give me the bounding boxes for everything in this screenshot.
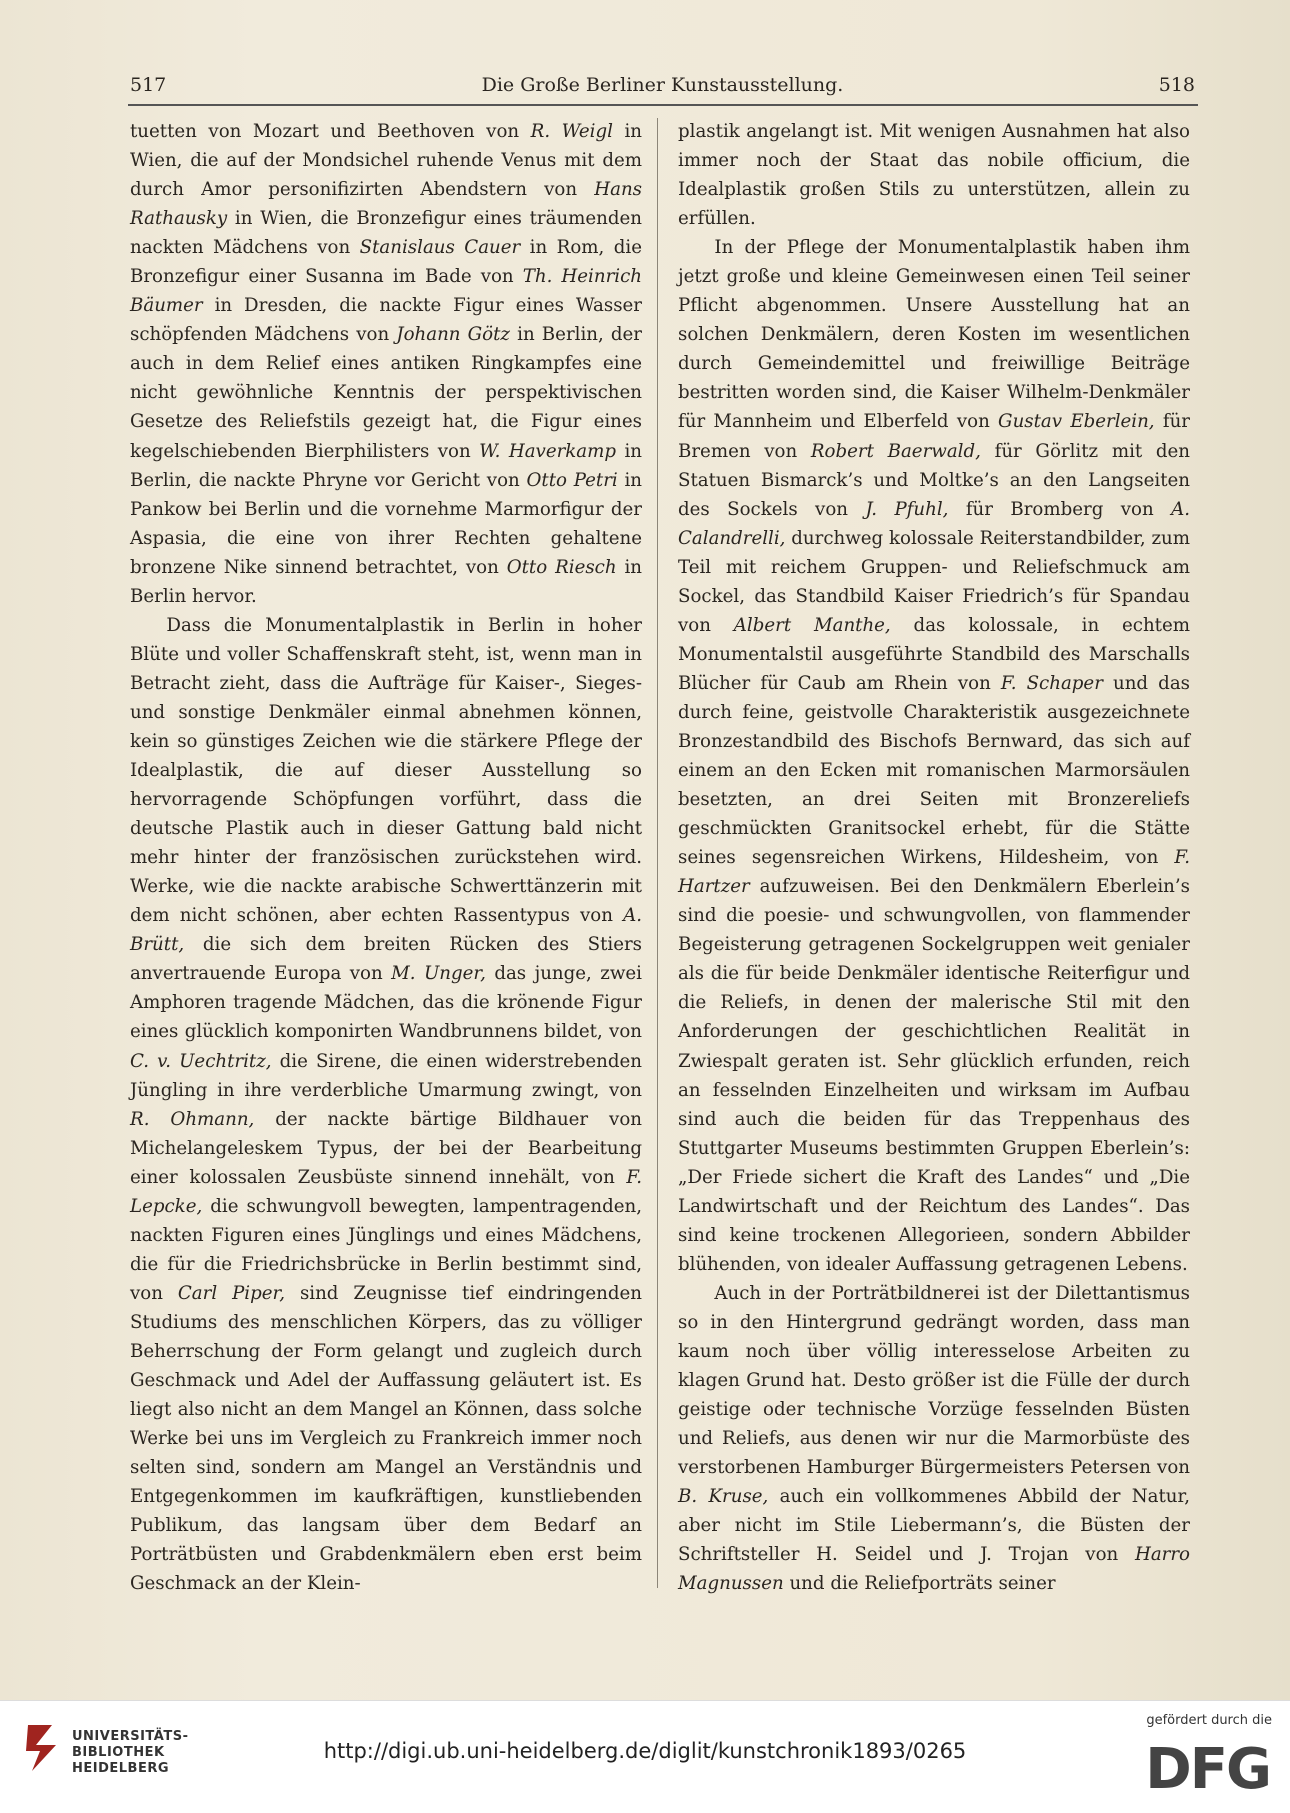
artist-name: F. Lepcke,	[130, 1166, 642, 1217]
artist-name: Stanislaus Cauer	[359, 237, 521, 259]
body-text: tuetten von Mozart und Beethoven von	[130, 121, 531, 142]
body-text: das junge, zwei Amphoren tragende Mädchen, das die krönende Figur eines glücklich komponirten Wandbrunnens bildet, von	[130, 963, 642, 1043]
artist-name: W. Haverkamp	[479, 440, 617, 462]
artist-name: F. Hartzer	[678, 847, 1190, 898]
body-text: in Wien, die auf der Mondsichel ruhende Venus mit dem durch Amor personifizirten Abendstern von	[130, 121, 642, 201]
left-column	[130, 117, 642, 1598]
body-text: die Sirene, die einen widerstrebenden Jüngling in ihre verderbliche Umarmung zwingt, von	[130, 1050, 643, 1101]
footer-bar	[0, 1700, 1290, 1813]
paragraph	[678, 1279, 1190, 1599]
right-column	[678, 117, 1190, 1598]
library-name-line-3: HEIDELBERG	[72, 1761, 170, 1776]
paragraph	[678, 233, 1190, 1279]
body-text: sind Zeugnisse tief eindringenden Studiums des menschlichen Körpers, das zu völliger Beherrschung der Form gelangt und zugleich durch Geschmack und Adel der Auffassung geläutert ist. Es liegt also nicht an dem Mangel an Können, dass solche Werke bei uns im Vergleich zu Frankreich immer noch selten sind, sondern am Mangel an Verständnis und Entgegenkommen im kaufkräftigen, kunstliebenden Publikum, das langsam über dem Bedarf an Porträtbüsten und Grabdenkmälern eben erst beim Geschmack an der Klein-	[130, 1282, 642, 1595]
artist-name: Harro Magnussen	[678, 1544, 1190, 1595]
body-text: In der Pflege der Monumentalplastik haben ihm jetzt große und kleine Gemeinwesen einen Teil seiner Pflicht abgenommen. Unsere Ausstellung hat an solchen Denkmälern, deren Kosten im wesentlichen durch Gemeindemittel und freiwillige Beiträge bestritten worden sind, die Kaiser Wilhelm-Denkmäler für Mannheim und Elberfeld von	[678, 237, 1190, 433]
body-text: in Berlin, die nackte Phryne vor Gericht von	[130, 440, 642, 491]
body-text: in Dresden, die nackte Figur eines Wasser schöpfenden Mädchens von	[130, 295, 642, 346]
body-text: und das durch feine, geistvolle Charakteristik ausgezeichnete Bronzestandbild des Bischofs Bernward, das sich auf einem an den Ecken mit romanischen Marmorsäulen besetzten, an drei Seiten mit Bronzereliefs geschmückten Granitsockel erhebt, für die Stätte seines segensreichen Wirkens, Hildesheim, von	[678, 672, 1190, 869]
artist-name: Otto Petri	[526, 469, 618, 491]
artist-name: Johann Götz	[396, 324, 511, 346]
column-divider	[657, 118, 658, 1588]
header-rule	[128, 104, 1198, 106]
body-text: in Pankow bei Berlin und die vornehme Marmorfigur der Aspasia, die eine von ihrer Rechten gehaltene bronzene Nike sinnend betrachtet, von	[130, 469, 643, 578]
running-header	[130, 70, 1195, 100]
artist-name: B. Kruse,	[678, 1486, 769, 1508]
page-number-right: 518	[1158, 74, 1195, 96]
dfg-logo: DFG	[1145, 1737, 1270, 1802]
artist-name: Hans Rathausky	[130, 179, 642, 230]
body-text: in Wien, die Bronzefigur eines träumenden nackten Mädchens von	[130, 208, 642, 259]
artist-name: M. Unger,	[391, 963, 486, 985]
artist-name: Otto Riesch	[506, 556, 617, 578]
artist-name: R. Ohmann,	[130, 1108, 255, 1130]
paragraph	[130, 117, 642, 611]
artist-name: F. Schaper	[1000, 672, 1103, 694]
artist-name: C. v. Uechtritz,	[130, 1050, 272, 1072]
artist-name: Gustav Eberlein,	[998, 411, 1155, 433]
body-text: durchweg kolossale Reiterstandbilder, zum Teil mit reichem Gruppen- und Reliefschmuck am Sockel, das Standbild Kaiser Friedrich’s für Spandau von	[678, 527, 1190, 636]
funding-note: gefördert durch die	[1146, 1713, 1272, 1728]
artist-name: A. Calandrelli,	[678, 498, 1190, 549]
library-name-line-2: BIBLIOTHEK	[72, 1745, 165, 1760]
body-text: aufzuweisen. Bei den Denkmälern Eberlein’s sind die poesie- und schwungvollen, von flammender Begeisterung getragenen Sockelgruppen weit genialer als die für beide Denkmäler identische Reiterfigur und die Reliefs, in denen der malerische Stil mit den Anforderungen der geschichtlichen Realität in Zwiespalt geraten ist. Sehr glücklich erfunden, reich an fesselnden Einzelheiten und wirksam im Aufbau sind auch die beiden für das Treppenhaus des Stuttgarter Museums bestimmten Gruppen Eberlein’s: „Der Friede sichert die Kraft des Landes“ und „Die Landwirtschaft und der Reichtum des Landes“. Das sind keine trockenen Allegorieen, sondern Abbilder blühenden, von idealer Auffassung getragenen Lebens.	[678, 876, 1190, 1275]
body-text: Auch in der Porträtbildnerei ist der Dilettantismus so in den Hintergrund gedrängt worden, dass man kaum noch über völlig interesselose Arbeiten zu klagen Grund hat. Desto größer ist die Fülle der durch geistige oder technische Vorzüge fesselnden Büsten und Reliefs, aus denen wir nur die Marmorbüste des verstorbenen Hamburger Bürgermeisters Petersen von	[678, 1282, 1190, 1479]
body-text: die schwungvoll bewegten, lampentragenden, nackten Figuren eines Jünglings und eines Mädchens, die für die Friedrichsbrücke in Berlin bestimmt sind, von	[130, 1195, 642, 1304]
artist-name: Robert Baerwald,	[810, 440, 981, 462]
artist-name: A. Brütt,	[130, 905, 642, 956]
artist-name: Albert Manthe,	[733, 614, 891, 636]
body-text: und die Reliefporträts seiner	[783, 1573, 1056, 1595]
artist-name: J. Pfuhl,	[865, 498, 949, 520]
body-text: in Berlin, der auch in dem Relief eines antiken Ringkampfes eine nicht gewöhnliche Kenntnis der perspektivischen Gesetze des Reliefstils gezeigt hat, die Figur eines kegelschiebenden Bierphilisters von	[130, 324, 642, 462]
body-text: Dass die Monumentalplastik in Berlin in hoher Blüte und voller Schaffenskraft steht, ist, wenn man in Betracht zieht, dass die Aufträge für Kaiser-, Sieges- und sonstige Denkmäler einmal abnehmen können, kein so günstiges Zeichen wie die stärkere Pflege der Idealplastik, die auf dieser Ausstellung so hervorragende Schöpfungen vorführt, dass die deutsche Plastik auch in dieser Gattung bald nicht mehr hinter der französischen zurückstehen wird. Werke, wie die nackte arabische Schwerttänzerin mit dem nicht schönen, aber echten Rassentypus von	[130, 614, 642, 927]
body-text: auch ein vollkommenes Abbild der Natur, aber nicht im Stile Liebermann’s, die Büsten der Schriftsteller H. Seidel und J. Trojan von	[678, 1486, 1190, 1566]
page-number-left: 517	[130, 74, 167, 96]
permalink-url[interactable]: http://digi.ub.uni-heidelberg.de/diglit/kunstchronik1893/0265	[323, 1739, 967, 1763]
artist-name: Carl Piper,	[177, 1282, 286, 1304]
body-text: der nackte bärtige Bildhauer von Michelangeleskem Typus, der bei der Bearbeitung einer kolossalen Zeusbüste sinnend innehält, von	[130, 1108, 642, 1188]
body-text: für Bremen von	[678, 411, 1190, 462]
paragraph	[678, 117, 1190, 233]
artist-name: Th. Heinrich Bäumer	[130, 266, 642, 317]
body-text: für Görlitz mit den Statuen Bismarck’s und Moltke’s an den Langseiten des Sockels von	[678, 440, 1190, 520]
body-text: für Bromberg von	[948, 498, 1172, 520]
body-text: plastik angelangt ist. Mit wenigen Ausnahmen hat also immer noch der Staat das nobile officium, die Idealplastik großen Stils zu unterstützen, allein zu erfüllen.	[678, 121, 1190, 230]
paragraph	[130, 611, 642, 1599]
body-text: in Berlin hervor.	[130, 556, 642, 607]
body-text: in Rom, die Bronzefigur einer Susanna im Bade von	[130, 237, 642, 288]
library-name-line-1: UNIVERSITÄTS-	[72, 1729, 189, 1744]
running-title: Die Große Berliner Kunstausstellung.	[481, 74, 844, 96]
body-text: die sich dem breiten Rücken des Stiers anvertrauende Europa von	[130, 934, 642, 985]
artist-name: R. Weigl	[530, 121, 613, 142]
body-text: das kolossale, in echtem Monumentalstil ausgeführte Standbild des Marschalls Blücher für Caub am Rhein von	[678, 614, 1190, 694]
